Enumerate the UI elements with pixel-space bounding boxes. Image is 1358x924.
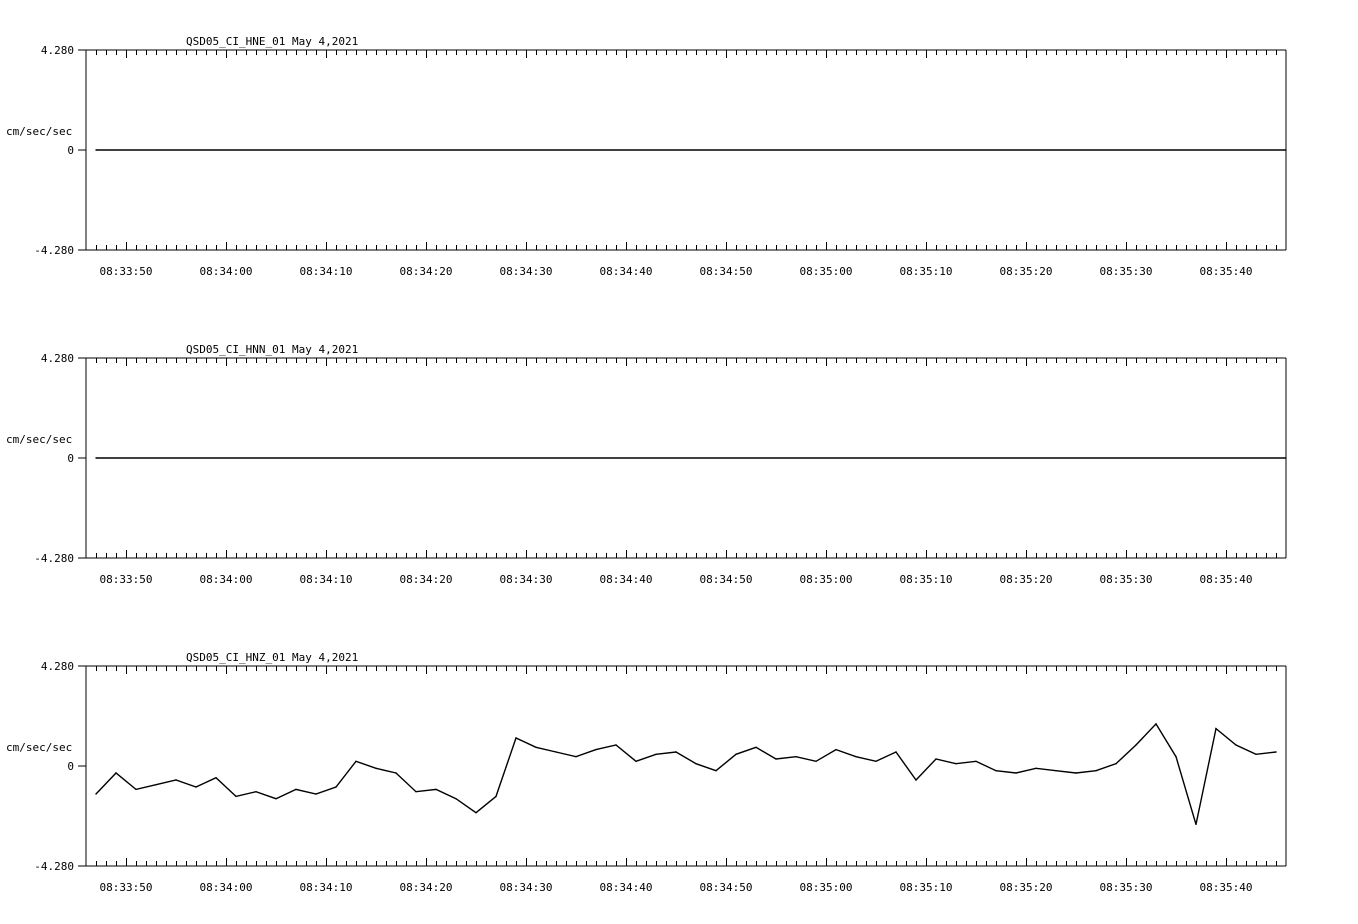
x-tick-label: 08:35:40 (1199, 573, 1253, 586)
x-tick-label: 08:34:30 (499, 881, 553, 894)
x-tick-label: 08:35:20 (999, 573, 1053, 586)
data-point (675, 751, 676, 752)
data-point (435, 789, 436, 790)
y-tick-bottom: -4.280 (34, 552, 74, 565)
x-tick-label: 08:34:50 (699, 881, 753, 894)
data-point (315, 793, 316, 794)
data-point (415, 791, 416, 792)
x-tick-label: 08:34:00 (199, 881, 253, 894)
data-point (1115, 763, 1116, 764)
data-point (95, 793, 96, 794)
x-tick-label: 08:34:50 (699, 573, 753, 586)
data-point (135, 789, 136, 790)
data-point (215, 777, 216, 778)
x-tick-labels (100, 265, 1253, 278)
data-point (95, 457, 96, 458)
data-point (335, 786, 336, 787)
x-tick-label: 08:34:10 (299, 881, 353, 894)
data-point (935, 758, 936, 759)
series-line (96, 724, 1276, 825)
panel-hne (6, 35, 1287, 278)
data-point (235, 796, 236, 797)
data-point (695, 763, 696, 764)
x-tick-label: 08:35:10 (899, 265, 953, 278)
data-point (595, 749, 596, 750)
data-point (1235, 744, 1236, 745)
data-point (355, 761, 356, 762)
data-point (915, 779, 916, 780)
y-tick-top: 4.280 (40, 44, 74, 57)
data-point (1255, 754, 1256, 755)
x-tick-label: 08:34:30 (499, 265, 553, 278)
x-tick-label: 08:34:00 (199, 265, 253, 278)
data-point (555, 751, 556, 752)
x-tick-label: 08:34:00 (199, 573, 253, 586)
x-tick-label: 08:35:00 (799, 265, 853, 278)
data-point (195, 786, 196, 787)
x-tick-label: 08:34:20 (399, 881, 453, 894)
y-tick-bottom: -4.280 (34, 244, 74, 257)
x-tick-label: 08:35:00 (799, 573, 853, 586)
y-axis-label: cm/sec/sec (6, 125, 73, 138)
data-point (375, 768, 376, 769)
y-tick-top: 4.280 (40, 352, 74, 365)
x-tick-label: 08:34:40 (599, 265, 653, 278)
x-tick-label: 08:34:50 (699, 265, 753, 278)
trace (95, 149, 1286, 150)
data-point (175, 779, 176, 780)
data-point (115, 772, 116, 773)
x-tick-label: 08:33:50 (99, 573, 153, 586)
x-tick-label: 08:34:30 (499, 573, 553, 586)
data-point (1155, 723, 1156, 724)
x-tick-label: 08:34:10 (299, 573, 353, 586)
panel-title: QSD05_CI_HNE_01 May 4,2021 (186, 35, 359, 48)
data-point (1015, 772, 1016, 773)
data-point (495, 796, 496, 797)
data-point (815, 761, 816, 762)
data-point (835, 749, 836, 750)
data-point (895, 751, 896, 752)
data-point (1195, 824, 1196, 825)
x-tick-label: 08:34:20 (399, 573, 453, 586)
data-point (1175, 756, 1176, 757)
x-tick-label: 08:35:00 (799, 881, 853, 894)
data-point (655, 754, 656, 755)
x-tick-label: 08:35:10 (899, 881, 953, 894)
data-point (735, 754, 736, 755)
data-point (535, 747, 536, 748)
x-tick-label: 08:35:40 (1199, 881, 1253, 894)
trace (95, 723, 1276, 825)
data-point (995, 770, 996, 771)
data-point (855, 756, 856, 757)
plot-frame (78, 666, 1286, 866)
data-point (1035, 768, 1036, 769)
data-point (795, 756, 796, 757)
x-tick-label: 08:35:20 (999, 265, 1053, 278)
data-point (255, 791, 256, 792)
data-point (455, 798, 456, 799)
data-point (1055, 770, 1056, 771)
data-point (1135, 744, 1136, 745)
x-tick-label: 08:33:50 (99, 265, 153, 278)
data-point (1285, 149, 1286, 150)
data-point (1075, 772, 1076, 773)
x-tick-label: 08:35:10 (899, 573, 953, 586)
x-tick-label: 08:34:10 (299, 265, 353, 278)
data-point (575, 756, 576, 757)
data-point (475, 812, 476, 813)
data-point (95, 149, 96, 150)
x-tick-labels (100, 881, 1253, 894)
data-point (275, 798, 276, 799)
y-tick-bottom: -4.280 (34, 860, 74, 873)
x-tick-label: 08:35:30 (1099, 265, 1153, 278)
x-tick-label: 08:35:30 (1099, 573, 1153, 586)
x-tick-label: 08:35:30 (1099, 881, 1153, 894)
panel-title: QSD05_CI_HNZ_01 May 4,2021 (186, 651, 359, 664)
data-point (635, 761, 636, 762)
data-point (1215, 728, 1216, 729)
y-tick-zero: 0 (67, 452, 74, 465)
data-point (155, 784, 156, 785)
data-point (955, 763, 956, 764)
x-tick-labels (100, 573, 1253, 586)
data-point (515, 737, 516, 738)
data-point (1285, 457, 1286, 458)
panel-hnz (6, 651, 1286, 894)
x-tick-label: 08:33:50 (99, 881, 153, 894)
data-point (1275, 751, 1276, 752)
x-tick-label: 08:34:40 (599, 573, 653, 586)
y-axis-label: cm/sec/sec (6, 433, 73, 446)
panel-title: QSD05_CI_HNN_01 May 4,2021 (186, 343, 359, 356)
data-point (395, 772, 396, 773)
data-point (875, 761, 876, 762)
x-tick-label: 08:35:20 (999, 881, 1053, 894)
trace (95, 457, 1286, 458)
y-tick-top: 4.280 (40, 660, 74, 673)
data-point (1095, 770, 1096, 771)
data-point (715, 770, 716, 771)
panel-hnn (6, 343, 1287, 586)
x-tick-label: 08:34:20 (399, 265, 453, 278)
x-tick-label: 08:35:40 (1199, 265, 1253, 278)
data-point (615, 744, 616, 745)
y-axis-label: cm/sec/sec (6, 741, 73, 754)
data-point (295, 789, 296, 790)
data-point (775, 758, 776, 759)
y-tick-zero: 0 (67, 144, 74, 157)
x-tick-label: 08:34:40 (599, 881, 653, 894)
y-tick-zero: 0 (67, 760, 74, 773)
data-point (975, 761, 976, 762)
data-point (755, 747, 756, 748)
